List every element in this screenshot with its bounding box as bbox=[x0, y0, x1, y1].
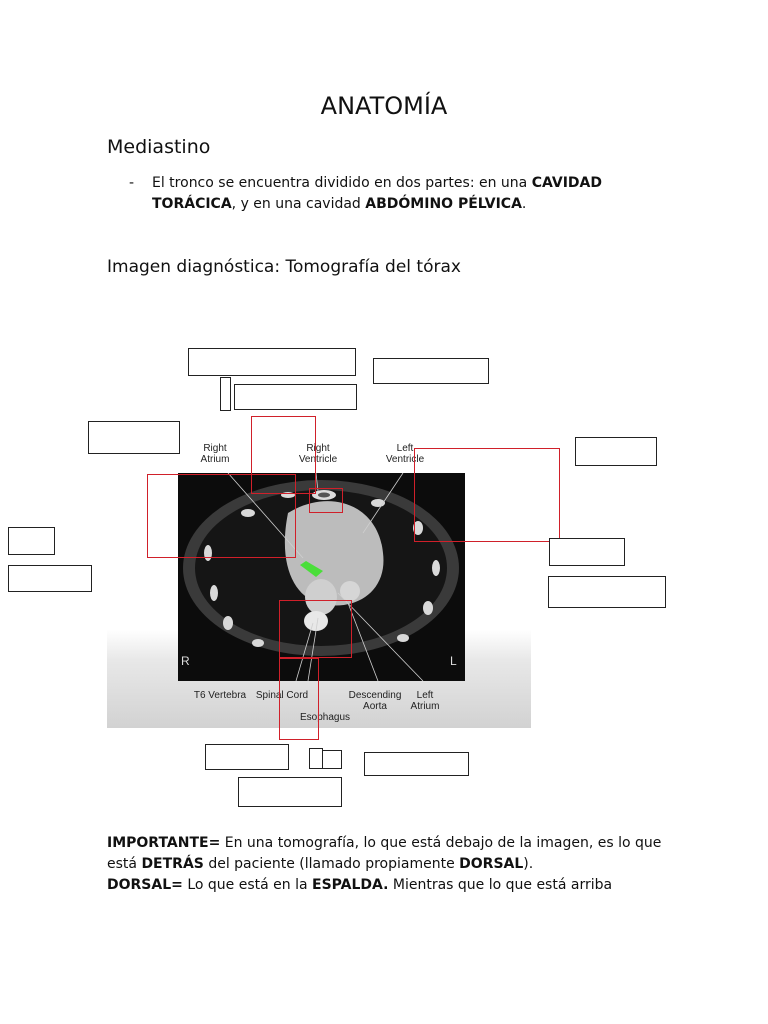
callout-right-atrium bbox=[147, 474, 296, 558]
note-text-4: Lo que está en la bbox=[182, 877, 312, 893]
r-marker: R bbox=[181, 654, 190, 668]
answer-box-9[interactable] bbox=[549, 538, 625, 566]
subsection-heading: Imagen diagnóstica: Tomografía del tórax bbox=[107, 257, 461, 277]
answer-box-11[interactable] bbox=[205, 744, 289, 770]
note-text-2: del paciente (llamado propiamente bbox=[203, 856, 460, 872]
answer-box-15[interactable] bbox=[238, 777, 342, 807]
bullet-paragraph bbox=[152, 173, 672, 215]
answer-box-13[interactable] bbox=[322, 750, 342, 769]
answer-box-4[interactable] bbox=[234, 384, 357, 410]
callout-spine bbox=[279, 600, 352, 658]
answer-box-6[interactable] bbox=[575, 437, 657, 466]
note-text-5: Mientras que lo que está arriba bbox=[388, 877, 613, 893]
note-bold-4: DORSAL= bbox=[107, 877, 183, 893]
label-left-atrium: Left Atrium bbox=[410, 690, 440, 712]
answer-box-5[interactable] bbox=[88, 421, 180, 454]
answer-box-12[interactable] bbox=[309, 748, 323, 769]
note-bold-2: DETRÁS bbox=[141, 856, 204, 872]
bullet-text-1: El tronco se encuentra dividido en dos partes: en una bbox=[152, 175, 532, 191]
callout-esophagus bbox=[279, 658, 319, 740]
label-descending-aorta: Descending Aorta bbox=[348, 690, 402, 712]
answer-box-2[interactable] bbox=[373, 358, 489, 384]
answer-box-8[interactable] bbox=[8, 565, 92, 592]
note-bold-3: DORSAL bbox=[459, 856, 524, 872]
label-right-ventricle: Right Ventricle bbox=[298, 443, 338, 465]
label-spinal-cord: Spinal Cord bbox=[255, 690, 309, 701]
note-bold-1: IMPORTANTE= bbox=[107, 835, 221, 851]
label-t6-vertebra: T6 Vertebra bbox=[193, 690, 247, 701]
l-marker: L bbox=[450, 654, 457, 668]
section-heading: Mediastino bbox=[107, 136, 211, 158]
answer-box-3[interactable] bbox=[220, 377, 231, 411]
answer-box-1[interactable] bbox=[188, 348, 356, 376]
answer-box-14[interactable] bbox=[364, 752, 469, 776]
bullet-text-3: . bbox=[521, 196, 527, 212]
bullet-text-2: , y en una cavidad bbox=[231, 196, 366, 212]
callout-aortic-root bbox=[309, 488, 343, 513]
label-right-atrium: Right Atrium bbox=[200, 443, 230, 465]
note-paragraph bbox=[107, 833, 667, 896]
bullet-bold-2: ABDÓMINO PÉLVICA bbox=[365, 196, 522, 212]
note-bold-5: ESPALDA. bbox=[312, 877, 389, 893]
label-left-ventricle: Left Ventricle bbox=[385, 443, 425, 465]
answer-box-10[interactable] bbox=[548, 576, 666, 608]
bullet-bold-1: CAVIDAD TORÁCICA bbox=[152, 175, 602, 212]
note-text-1: En una tomografía, lo que está debajo de la imagen, es lo que está bbox=[107, 835, 662, 872]
callout-left-ventricle bbox=[414, 448, 560, 542]
bullet-dash: - bbox=[129, 175, 135, 191]
note-text-3: ). bbox=[523, 856, 534, 872]
label-esophagus: Esophagus bbox=[299, 712, 351, 723]
page-title: ANATOMÍA bbox=[320, 92, 448, 120]
answer-box-7[interactable] bbox=[8, 527, 55, 555]
